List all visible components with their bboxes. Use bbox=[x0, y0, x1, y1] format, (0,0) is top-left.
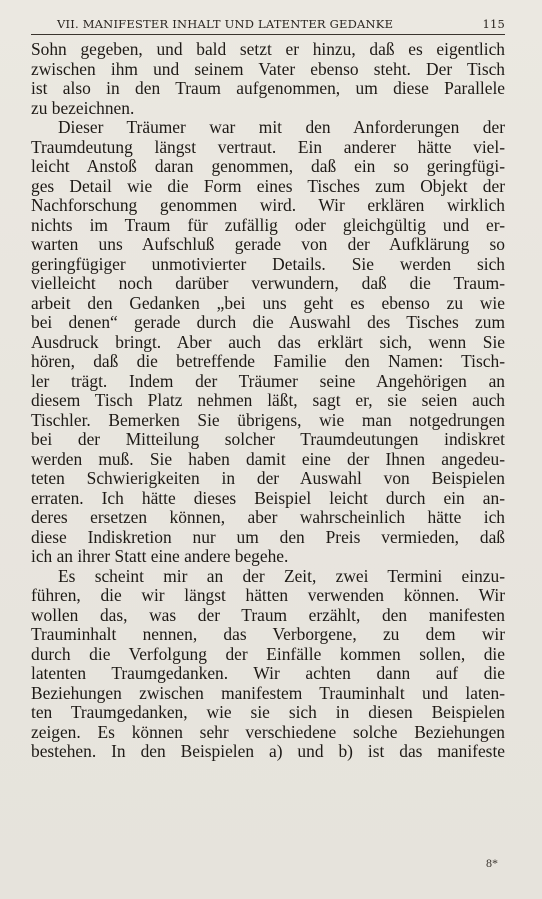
text-line: nichts im Traum für zufällig oder gleichgültig und er- bbox=[31, 215, 505, 235]
text-line: Ausdruck bringt. Aber auch das erklärt sich, wenn Sie bbox=[31, 332, 505, 352]
text-line: bei denen“ gerade durch die Auswahl des Tisches zum bbox=[31, 313, 505, 332]
text-line: leicht Anstoß daran genommen, daß ein so geringfügi- bbox=[31, 157, 505, 176]
text-line: zu bezeichnen. bbox=[31, 98, 135, 118]
text-line: Traumdeutung längst vertraut. Ein anderer hätte viel- bbox=[31, 137, 505, 157]
text-line: Dieser Träumer war mit den Anforderungen der bbox=[58, 118, 505, 137]
text-line: Trauminhalt nennen, das Verborgene, zu dem wir bbox=[31, 625, 505, 644]
text-line: zeigen. Es können sehr verschiedene solche Beziehungen bbox=[31, 722, 505, 742]
text-line: arbeit den Gedanken „bei uns geht es ebenso zu wie bbox=[31, 293, 505, 313]
text-line: warten uns Aufschluß gerade von der Aufklärung so bbox=[31, 235, 505, 254]
body-text bbox=[31, 40, 505, 762]
text-line: latenten Traumgedanken. Wir achten dann auf die bbox=[31, 664, 505, 683]
text-line: deres ersetzen können, aber wahrscheinlich hätte ich bbox=[31, 508, 505, 527]
text-line: Nachforschung genommen wird. Wir erklären wirklich bbox=[31, 196, 505, 215]
text-line: bestehen. In den Beispielen a) und b) ist das manifeste bbox=[31, 742, 505, 761]
text-line: bei der Mitteilung solcher Traumdeutungen indiskret bbox=[31, 430, 505, 449]
text-line: teten Schwierigkeiten in der Auswahl von Beispielen bbox=[31, 469, 505, 488]
text-line: Es scheint mir an der Zeit, zwei Termini einzu- bbox=[58, 566, 505, 586]
text-line: zwischen ihm und seinem Vater ebenso steht. Der Tisch bbox=[31, 59, 505, 79]
text-line: führen, die wir längst hätten verwenden können. Wir bbox=[31, 586, 505, 605]
text-line: vielleicht noch darüber verwundern, daß die Traum- bbox=[31, 274, 505, 293]
text-line: Tischler. Bemerken Sie übrigens, wie man notgedrungen bbox=[31, 410, 505, 430]
text-line: durch die Verfolgung der Einfälle kommen sollen, die bbox=[31, 644, 505, 664]
text-line: erraten. Ich hätte dieses Beispiel leicht durch ein an- bbox=[31, 488, 505, 508]
text-line: ist also in den Traum aufgenommen, um diese Parallele bbox=[31, 79, 505, 98]
text-line: diese Indiskretion nur um den Preis vermieden, daß bbox=[31, 527, 505, 547]
text-line: Sohn gegeben, und bald setzt er hinzu, daß es eigentlich bbox=[31, 40, 505, 59]
text-line: diesem Tisch Platz nehmen läßt, sagt er, sie seien auch bbox=[31, 391, 505, 410]
text-line: wollen das, was der Traum erzählt, den manifesten bbox=[31, 605, 505, 625]
page-number: 115 bbox=[482, 17, 505, 31]
text-line: hören, daß die betreffende Familie den Namen: Tisch- bbox=[31, 352, 505, 371]
text-line: geringfügiger unmotivierter Details. Sie werden sich bbox=[31, 254, 505, 274]
text-line: ler trägt. Indem der Träumer seine Angehörigen an bbox=[31, 371, 505, 391]
signature-mark: 8* bbox=[486, 856, 498, 870]
text-line: werden muß. Sie haben damit eine der Ihnen angedeu- bbox=[31, 449, 505, 469]
text-line: ten Traumgedanken, wie sie sich in diesen Beispielen bbox=[31, 703, 505, 722]
running-header bbox=[31, 14, 505, 34]
text-line: Beziehungen zwischen manifestem Trauminhalt und laten- bbox=[31, 683, 505, 703]
text-line: ich an ihrer Statt eine andere begehe. bbox=[31, 547, 289, 566]
header-rule bbox=[31, 34, 505, 35]
running-title: VII. MANIFESTER INHALT UND LATENTER GEDANKE bbox=[57, 17, 394, 31]
text-line: ges Detail wie die Form eines Tisches zum Objekt der bbox=[31, 176, 505, 196]
